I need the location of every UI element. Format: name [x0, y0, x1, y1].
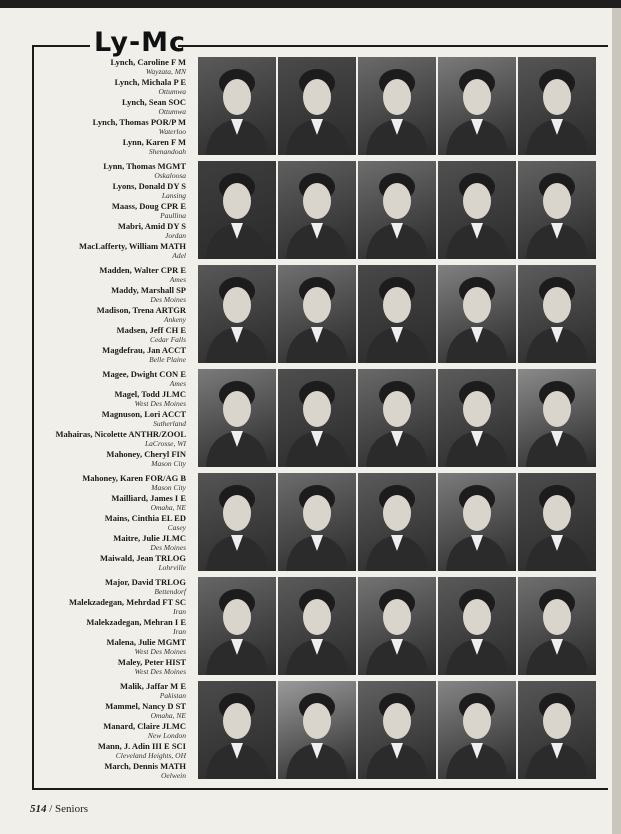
- senior-name: Malik, Jaffar M E: [120, 681, 186, 691]
- senior-name: Mahairas, Nicolette ANTHR/ZOOL: [55, 429, 186, 439]
- portrait-photo-icon: [278, 369, 356, 467]
- senior-entry: [40, 449, 186, 469]
- senior-hometown: Cleveland Heights, OH: [115, 751, 186, 760]
- name-group-3: [40, 265, 186, 365]
- senior-hometown: Des Moines: [150, 543, 186, 552]
- portrait-photo-icon: [358, 369, 436, 467]
- senior-name: Maiwald, Jean TRLOG: [99, 553, 186, 563]
- senior-hometown: Ames: [169, 275, 186, 284]
- name-group-4: [40, 369, 186, 469]
- page-footer: [30, 803, 88, 815]
- portrait-photo-icon: [358, 161, 436, 259]
- senior-name: MacLafferty, William MATH: [79, 241, 186, 251]
- senior-hometown: Cedar Falls: [149, 335, 186, 344]
- senior-entry: [40, 429, 186, 449]
- senior-name: Lynn, Thomas MGMT: [103, 161, 186, 171]
- senior-hometown: Shenandoah: [148, 147, 186, 156]
- portrait-photo-icon: [278, 161, 356, 259]
- senior-hometown: West Des Moines: [134, 399, 186, 408]
- portrait-photo-icon: [198, 473, 276, 571]
- senior-entry: [40, 637, 186, 657]
- senior-name: Lynch, Michala P E: [114, 77, 186, 87]
- senior-entry: [40, 533, 186, 553]
- senior-entry: [40, 657, 186, 677]
- senior-name: Malekzadegan, Mehran I E: [86, 617, 186, 627]
- senior-entry: [40, 761, 186, 781]
- senior-name: March, Dennis MATH: [104, 761, 186, 771]
- senior-name: Malekzadegan, Mehrdad FT SC: [69, 597, 186, 607]
- portrait-photo-icon: [358, 681, 436, 779]
- name-group-1: [40, 57, 186, 157]
- senior-entry: [40, 473, 186, 493]
- senior-name: Madsen, Jeff CH E: [116, 325, 186, 335]
- senior-hometown: West Des Moines: [134, 647, 186, 656]
- portrait-photo-icon: [198, 369, 276, 467]
- senior-entry: [40, 325, 186, 345]
- portrait-photo-icon: [438, 57, 516, 155]
- senior-name: Maitre, Julie JLMC: [113, 533, 186, 543]
- senior-hometown: New London: [147, 731, 186, 740]
- portrait-photo-icon: [438, 161, 516, 259]
- portrait-photo-icon: [438, 473, 516, 571]
- portrait-photo-icon: [518, 681, 596, 779]
- name-group-6: [40, 577, 186, 677]
- senior-hometown: Jordan: [165, 231, 186, 240]
- portrait-photo-icon: [438, 265, 516, 363]
- portrait-photo-icon: [518, 369, 596, 467]
- senior-name: Magnuson, Lori ACCT: [101, 409, 186, 419]
- senior-hometown: Waterloo: [158, 127, 186, 136]
- senior-name: Lynn, Karen F M: [122, 137, 186, 147]
- senior-hometown: Lansing: [161, 191, 186, 200]
- senior-entry: [40, 389, 186, 409]
- senior-name: Major, David TRLOG: [105, 577, 186, 587]
- senior-name: Maass, Doug CPR E: [111, 201, 186, 211]
- senior-hometown: Oskaloosa: [154, 171, 186, 180]
- senior-entry: [40, 681, 186, 701]
- senior-name: Maddy, Marshall SP: [111, 285, 186, 295]
- senior-entry: [40, 721, 186, 741]
- senior-entry: [40, 161, 186, 181]
- portrait-photo-icon: [438, 577, 516, 675]
- senior-entry: [40, 553, 186, 573]
- senior-entry: [40, 57, 186, 77]
- senior-hometown: Iran: [173, 627, 186, 636]
- senior-name: Madison, Trena ARTGR: [96, 305, 186, 315]
- senior-name: Malena, Julie MGMT: [106, 637, 186, 647]
- senior-hometown: Casey: [167, 523, 186, 532]
- senior-name: Lynch, Thomas POR/P M: [92, 117, 186, 127]
- senior-entry: [40, 409, 186, 429]
- senior-name: Maley, Peter HIST: [117, 657, 186, 667]
- portrait-photo-icon: [438, 681, 516, 779]
- senior-entry: [40, 77, 186, 97]
- page-title: Ly-Mc: [94, 27, 187, 58]
- senior-name: Magdefrau, Jan ACCT: [102, 345, 186, 355]
- senior-hometown: Belle Plaine: [149, 355, 186, 364]
- senior-hometown: Ottumwa: [158, 87, 186, 96]
- senior-hometown: Mason City: [151, 459, 186, 468]
- senior-entry: [40, 345, 186, 365]
- portrait-photo-icon: [278, 473, 356, 571]
- senior-name: Mains, Cinthia EL ED: [104, 513, 186, 523]
- senior-entry: [40, 741, 186, 761]
- senior-entry: [40, 493, 186, 513]
- senior-name: Lyons, Donald DY S: [112, 181, 186, 191]
- senior-entry: [40, 181, 186, 201]
- senior-hometown: Ankeny: [163, 315, 186, 324]
- senior-hometown: LaCrosse, WI: [145, 439, 186, 448]
- senior-entry: [40, 577, 186, 597]
- portrait-photo-icon: [518, 57, 596, 155]
- portrait-photo-icon: [278, 265, 356, 363]
- senior-hometown: West Des Moines: [134, 667, 186, 676]
- portrait-photo-icon: [438, 369, 516, 467]
- portrait-photo-icon: [358, 577, 436, 675]
- senior-hometown: Oelwein: [161, 771, 186, 780]
- senior-name: Lynch, Caroline F M: [110, 57, 186, 67]
- senior-hometown: Sutherland: [153, 419, 186, 428]
- senior-hometown: Des Moines: [150, 295, 186, 304]
- name-group-7: [40, 681, 186, 781]
- senior-entry: [40, 513, 186, 533]
- senior-entry: [40, 241, 186, 261]
- portrait-photo-icon: [358, 57, 436, 155]
- portrait-photo-icon: [198, 161, 276, 259]
- senior-hometown: Wayzata, MN: [145, 67, 186, 76]
- senior-entry: [40, 617, 186, 637]
- name-group-5: [40, 473, 186, 573]
- senior-entry: [40, 97, 186, 117]
- senior-hometown: Adel: [172, 251, 186, 260]
- senior-hometown: Bettendorf: [154, 587, 186, 596]
- senior-name: Mann, J. Adin III E SCI: [97, 741, 186, 751]
- senior-name: Madden, Walter CPR E: [99, 265, 186, 275]
- senior-hometown: Iran: [173, 607, 186, 616]
- header-rule-left: [32, 45, 90, 47]
- senior-hometown: Omaha, NE: [150, 711, 186, 720]
- senior-name: Mammel, Nancy D ST: [105, 701, 186, 711]
- senior-hometown: Paullina: [160, 211, 186, 220]
- portrait-photo-icon: [518, 265, 596, 363]
- senior-entry: [40, 137, 186, 157]
- portrait-photo-icon: [278, 577, 356, 675]
- senior-name: Lynch, Sean SOC: [121, 97, 186, 107]
- portrait-photo-icon: [358, 473, 436, 571]
- senior-name: Magee, Dwight CON E: [102, 369, 186, 379]
- senior-hometown: Pakistan: [159, 691, 186, 700]
- section-label: / Seniors: [49, 803, 89, 815]
- senior-name: Mabri, Amid DY S: [117, 221, 186, 231]
- portrait-photo-icon: [518, 473, 596, 571]
- senior-hometown: Mason City: [151, 483, 186, 492]
- frame-rule-bottom: [32, 788, 608, 790]
- senior-entry: [40, 285, 186, 305]
- senior-name: Magel, Todd JLMC: [114, 389, 186, 399]
- senior-entry: [40, 597, 186, 617]
- portrait-photo-icon: [198, 577, 276, 675]
- senior-entry: [40, 305, 186, 325]
- senior-hometown: Ottumwa: [158, 107, 186, 116]
- name-group-2: [40, 161, 186, 261]
- page-edge: [612, 8, 621, 834]
- portrait-photo-icon: [198, 265, 276, 363]
- portrait-photo-icon: [198, 681, 276, 779]
- senior-entry: [40, 221, 186, 241]
- portrait-photo-icon: [518, 577, 596, 675]
- senior-name: Manard, Claire JLMC: [103, 721, 186, 731]
- senior-entry: [40, 369, 186, 389]
- senior-hometown: Ames: [169, 379, 186, 388]
- senior-name: Mahoney, Cheryl FIN: [106, 449, 186, 459]
- senior-entry: [40, 201, 186, 221]
- header-rule-right: [178, 45, 608, 47]
- senior-entry: [40, 701, 186, 721]
- portrait-photo-icon: [278, 681, 356, 779]
- senior-hometown: Lohrville: [158, 563, 186, 572]
- portrait-photo-icon: [358, 265, 436, 363]
- portrait-photo-icon: [198, 57, 276, 155]
- senior-name: Mailliard, James I E: [111, 493, 186, 503]
- frame-rule-left: [32, 45, 34, 790]
- senior-name: Mahoney, Karen FOR/AG B: [82, 473, 186, 483]
- portrait-photo-icon: [278, 57, 356, 155]
- senior-hometown: Omaha, NE: [150, 503, 186, 512]
- page-number: 514: [30, 803, 47, 815]
- senior-entry: [40, 265, 186, 285]
- senior-entry: [40, 117, 186, 137]
- portrait-photo-icon: [518, 161, 596, 259]
